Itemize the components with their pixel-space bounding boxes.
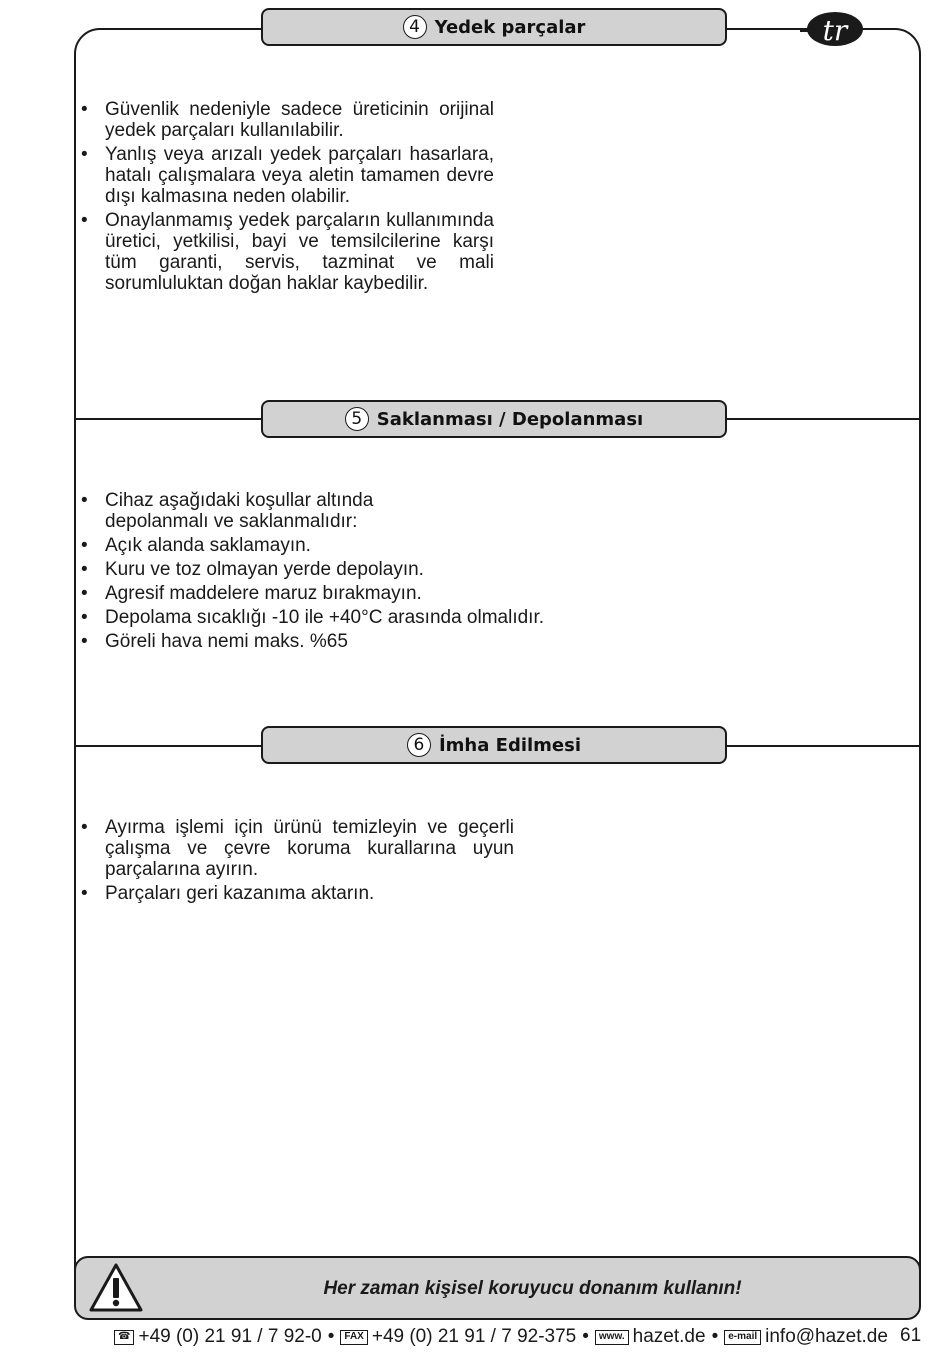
page-number: 61 — [900, 1325, 922, 1346]
list-item: • Göreli hava nemi maks. %65 — [80, 631, 560, 652]
section-number: 6 — [407, 733, 431, 757]
section-title: Saklanması / Depolanması — [376, 408, 644, 430]
warning-bar — [74, 1256, 921, 1320]
section-header-spare-parts — [261, 8, 727, 46]
separator: • — [582, 1326, 589, 1347]
section-header-disposal — [261, 726, 727, 764]
fax-icon: FAX — [340, 1330, 367, 1345]
storage-list — [80, 490, 560, 655]
list-item: • Cihaz aşağıdaki koşullar altında depolanmalı ve saklanmalıdır: — [80, 490, 395, 532]
email-link[interactable]: info@hazet.de — [765, 1326, 888, 1347]
warning-text: Her zaman kişisel koruyucu donanım kullanın! — [323, 1278, 742, 1299]
list-item: • Ayırma işlemi için ürünü temizleyin ve geçerli çalışma ve çevre koruma kurallarına uyun parçalarına ayırın. — [80, 817, 514, 880]
language-badge-icon — [800, 10, 870, 48]
disposal-list — [80, 817, 514, 907]
list-item: • Depolama sıcaklığı -10 ile +40°C arasında olmalıdır. — [80, 607, 560, 628]
spare-parts-list — [80, 99, 494, 297]
section-number: 5 — [345, 407, 369, 431]
list-item: • Onaylanmamış yedek parçaların kullanımında üretici, yetkilisi, bayi ve temsilcilerine karşı tüm garanti, servis, tazminat ve mali sorumluluktan doğan haklar kaybedilir. — [80, 210, 494, 294]
phone-number: +49 (0) 21 91 / 7 92-0 — [138, 1326, 322, 1347]
separator: • — [327, 1326, 335, 1347]
separator: • — [711, 1326, 719, 1347]
section-number: 4 — [403, 15, 427, 39]
section-title: İmha Edilmesi — [438, 734, 582, 756]
list-item: • Açık alanda saklamayın. — [80, 535, 560, 556]
list-item: • Agresif maddelere maruz bırakmayın. — [80, 583, 560, 604]
language-code: tr — [822, 14, 848, 47]
email-icon: e-mail — [724, 1330, 761, 1345]
list-item: • Kuru ve toz olmayan yerde depolayın. — [80, 559, 560, 580]
section-title: Yedek parçalar — [434, 16, 586, 38]
phone-icon: ☎ — [114, 1330, 134, 1345]
section-header-storage — [261, 400, 727, 438]
list-item: • Güvenlik nedeniyle sadece üreticinin orijinal yedek parçaları kullanılabilir. — [80, 99, 494, 141]
website-link[interactable]: hazet.de — [632, 1326, 706, 1347]
fax-number: +49 (0) 21 91 / 7 92-375 — [371, 1326, 577, 1347]
web-icon: www. — [595, 1330, 629, 1345]
footer-contact — [114, 1325, 888, 1349]
list-item: • Parçaları geri kazanıma aktarın. — [80, 883, 514, 904]
list-item: • Yanlış veya arızalı yedek parçaları hasarlara, hatalı çalışmalara veya aletin tamamen devre dışı kalmasına neden olabilir. — [80, 144, 494, 207]
